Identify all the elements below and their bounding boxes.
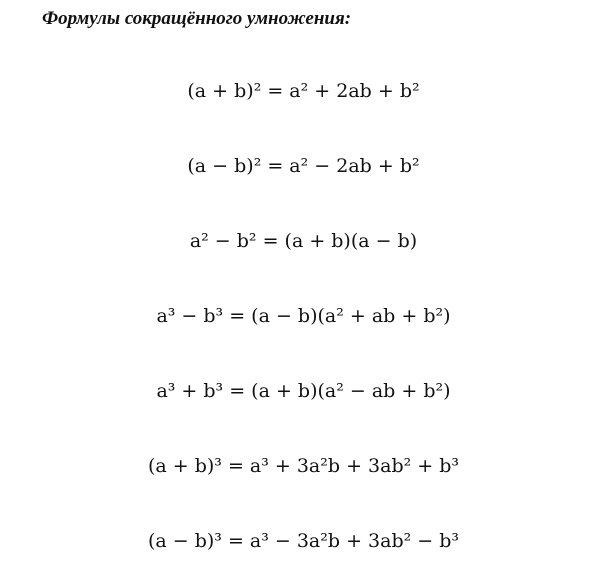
- formula-square-of-difference: (a − b)² = a² − 2ab + b²: [187, 155, 420, 177]
- page-title: Формулы сокращённого умножения:: [42, 8, 352, 29]
- formula-sum-of-cubes: a³ + b³ = (a + b)(a² − ab + b²): [156, 380, 451, 402]
- formula-square-of-sum: (a + b)² = a² + 2ab + b²: [187, 80, 420, 102]
- formula-difference-of-cubes: a³ − b³ = (a − b)(a² + ab + b²): [156, 305, 451, 327]
- formula-difference-of-squares: a² − b² = (a + b)(a − b): [189, 230, 418, 252]
- formula-cube-of-difference: (a − b)³ = a³ − 3a²b + 3ab² − b³: [147, 530, 460, 552]
- formula-cube-of-sum: (a + b)³ = a³ + 3a²b + 3ab² + b³: [147, 455, 460, 477]
